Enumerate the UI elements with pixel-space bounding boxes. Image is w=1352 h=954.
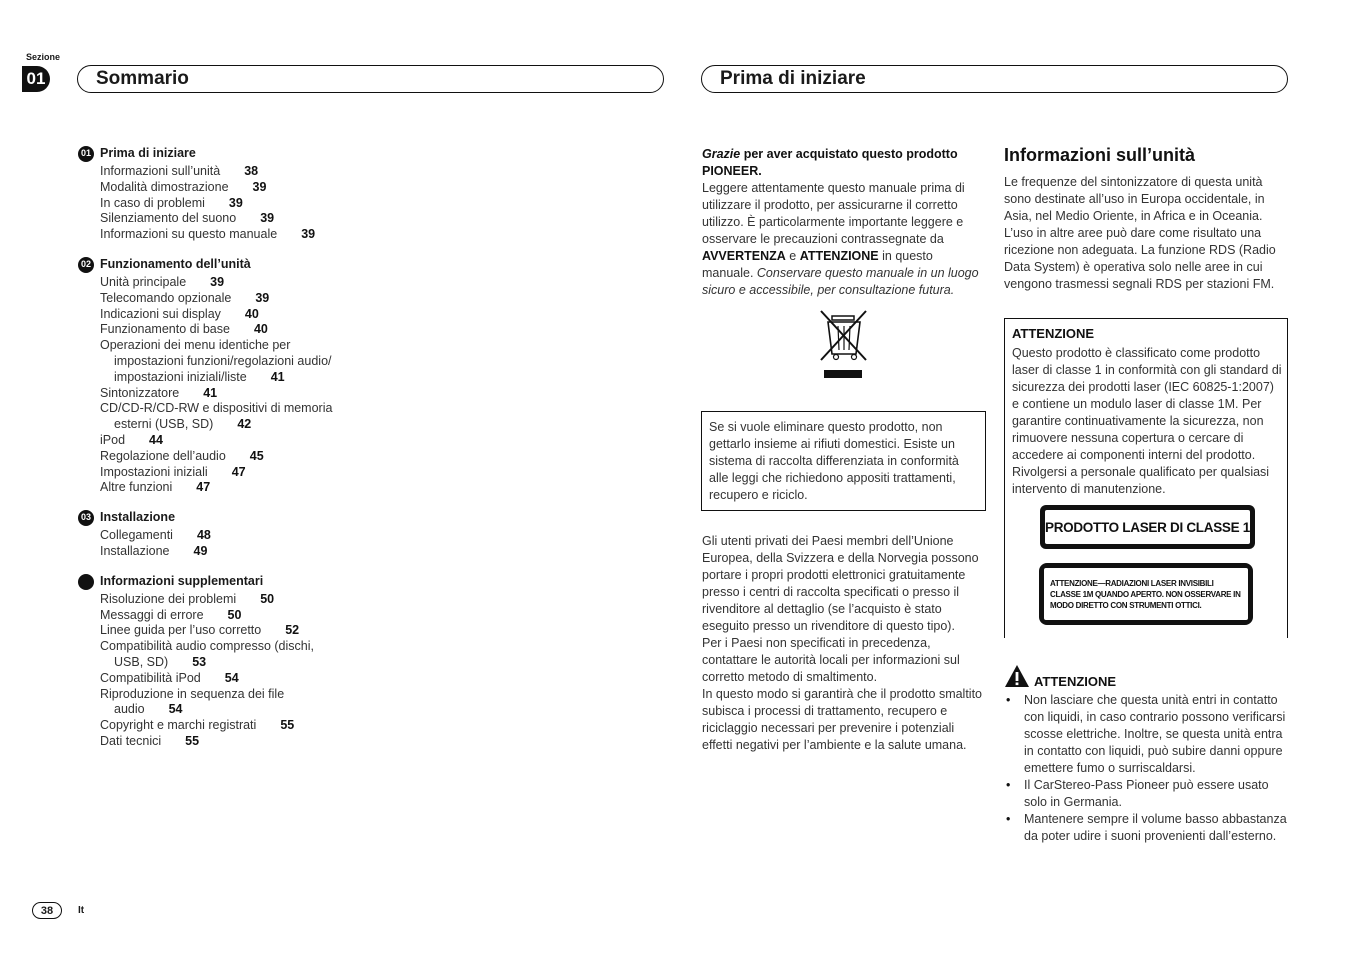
toc-entry-page: 39	[255, 290, 270, 305]
disposal-text-block	[702, 533, 986, 754]
toc-entry[interactable]	[100, 608, 378, 624]
section-number-dot: 02	[78, 257, 94, 273]
toc-entry-page: 54	[168, 702, 183, 717]
toc-entry-text: Compatibilità audio compresso (dischi,	[100, 639, 314, 654]
toc-entry-page: 49	[193, 543, 208, 558]
right-title-bar	[701, 65, 1288, 93]
toc-entry-text: Compatibilità iPod	[100, 670, 201, 685]
intro-block	[702, 146, 986, 299]
toc-entry[interactable]	[100, 433, 378, 449]
toc-entry[interactable]	[100, 528, 378, 544]
caution-bullet: • Mantenere sempre il volume basso abbastanza da poter udire i suoni provenienti dall’esterno.	[1004, 811, 1289, 845]
toc-entry-page: 45	[249, 448, 264, 463]
laser-class1-label	[1040, 505, 1255, 549]
warning-triangle-icon	[1004, 664, 1030, 688]
table-of-contents	[78, 146, 378, 764]
toc-entry-page: 39	[252, 179, 267, 194]
toc-entry-page: 39	[210, 274, 225, 289]
toc-entry[interactable]	[100, 386, 378, 402]
toc-entry[interactable]	[100, 322, 378, 338]
toc-entry[interactable]	[100, 639, 378, 671]
toc-entry-text: Informazioni su questo manuale	[100, 227, 278, 242]
toc-entry-text: Operazioni dei menu identiche per	[100, 338, 291, 353]
disposal-paragraph: In questo modo si garantirà che il prodotto smaltito subisca i processi di trattamento, recupero e riciclaggio necessari per prevenire i potenziali effetti negativi per l’ambiente e la salute umana.	[702, 687, 983, 752]
toc-entry-text: Funzionamento di base	[100, 322, 230, 337]
toc-entry-page: 50	[227, 607, 242, 622]
toc-entry-page: 39	[260, 211, 275, 226]
toc-entry-text: Telecomando opzionale	[100, 290, 232, 305]
toc-entry[interactable]	[100, 164, 378, 180]
disposal-paragraph: Gli utenti privati dei Paesi membri dell’Unione Europea, della Svizzera e della Norvegia possono portare i propri prodotti elettronici gratuitamente presso i centri di raccolta specificati o presso il rivenditore al dettaglio (se l’acquisto è stato eseguito presso un rivenditore di questo tipo).	[702, 534, 979, 633]
toc-entry-page: 52	[285, 623, 300, 638]
toc-section-heading[interactable]	[78, 257, 378, 273]
left-title-bar	[77, 65, 664, 93]
toc-entry-continuation: esterni (USB, SD) 42	[114, 417, 252, 432]
toc-entry-continuation: USB, SD) 53	[114, 654, 207, 669]
section-number-dot	[78, 574, 94, 590]
disposal-notice-text: Se si vuole eliminare questo prodotto, non gettarlo insieme ai rifiuti domestici. Esiste un sistema di raccolta differenziata in conformità alle leggi che richiedono appositi trattamenti, recupero e riciclo.	[709, 420, 959, 502]
laser-class1-text: PRODOTTO LASER DI CLASSE 1	[1045, 510, 1250, 544]
toc-entry-page: 44	[149, 432, 163, 447]
right-page-title: Prima di iniziare	[720, 68, 866, 89]
toc-entry[interactable]	[100, 718, 378, 734]
toc-section-title: Installazione	[100, 510, 176, 525]
section-number-badge: 01	[22, 66, 50, 92]
toc-section-title: Funzionamento dell’unità	[100, 257, 251, 272]
toc-section-title: Prima di iniziare	[100, 146, 196, 161]
toc-entry[interactable]	[100, 211, 378, 227]
intro-paragraph: Leggere attentamente questo manuale prima di utilizzare il prodotto, per assicurarne il corretto utilizzo. È particolarmente importante leggere e osservare le precauzioni contrassegnate da AVVERTENZA e ATTENZIONE in questo manuale. Conservare questo manuale in un luogo sicuro e accessibile, per consultazione futura.	[702, 181, 979, 297]
toc-entry-continuation: impostazioni funzioni/regolazioni audio/	[114, 353, 332, 368]
thanks-text: per aver acquistato questo prodotto PIONEER.	[702, 147, 958, 178]
toc-entry-page: 47	[196, 480, 211, 495]
toc-section	[78, 146, 378, 243]
left-page-title: Sommario	[96, 68, 189, 89]
toc-entry-page: 39	[301, 227, 316, 242]
toc-entry-text: Copyright e marchi registrati	[100, 718, 257, 733]
toc-entry[interactable]	[100, 291, 378, 307]
toc-section-heading[interactable]	[78, 510, 378, 526]
toc-entry[interactable]	[100, 449, 378, 465]
toc-section	[78, 510, 378, 560]
toc-entry-text: Altre funzioni	[100, 480, 173, 495]
toc-entry-text: Unità principale	[100, 274, 187, 289]
toc-entry-page: 55	[185, 733, 200, 748]
caution-bullet: • Il CarStereo-Pass Pioneer può essere usato solo in Germania.	[1004, 777, 1289, 811]
toc-entry-text: Risoluzione dei problemi	[100, 591, 237, 606]
toc-entry[interactable]	[100, 623, 378, 639]
toc-entry-page: 38	[244, 164, 259, 178]
toc-entry[interactable]	[100, 275, 378, 291]
toc-section-title: Informazioni supplementari	[100, 573, 264, 588]
page-number: 38	[32, 902, 62, 919]
toc-entry-text: Informazioni sull’unità	[100, 164, 221, 178]
toc-entry-page: 54	[224, 670, 239, 685]
toc-entry[interactable]	[100, 480, 378, 496]
toc-entry-text: In caso di problemi	[100, 195, 205, 210]
toc-entry-page: 42	[237, 417, 252, 432]
toc-entry[interactable]	[100, 227, 378, 243]
toc-entry-continuation: impostazioni iniziali/liste 41	[114, 369, 285, 384]
language-code: It	[78, 905, 85, 916]
toc-section	[78, 257, 378, 496]
disposal-notice-box	[701, 411, 986, 511]
toc-entry-text: CD/CD-R/CD-RW e dispositivi di memoria	[100, 401, 333, 416]
caution-block	[1004, 692, 1289, 845]
toc-entry-page: 41	[203, 385, 218, 400]
laser-class1m-text: ATTENZIONE—RADIAZIONI LASER INVISIBILI CLASSE 1M QUANDO APERTO. NON OSSERVARE IN MODO DIRETTO CON STRUMENTI OTTICI.	[1044, 568, 1248, 620]
toc-entry-text: Regolazione dell’audio	[100, 448, 226, 463]
toc-entry-text: Messaggi di errore	[100, 607, 204, 622]
laser-class1m-label	[1039, 563, 1253, 625]
toc-entry[interactable]	[100, 734, 378, 750]
thanks-italic: Grazie	[702, 147, 741, 161]
toc-entry[interactable]	[100, 180, 378, 196]
toc-entry-text: Sintonizzatore	[100, 385, 180, 400]
toc-entry-text: Dati tecnici	[100, 733, 162, 748]
toc-entry[interactable]	[100, 544, 378, 560]
toc-entry[interactable]	[100, 671, 378, 687]
laser-caution-text: Questo prodotto è classificato come prodotto laser di classe 1 in conformità con gli standard di sicurezza dei prodotti laser (IEC 60825-1:2007) e contiene un modulo laser di classe 1M. Per garantire continuativamente la sicurezza, non rimuovere nessuna copertura o cercare di accedere ai componenti interni del prodotto. Rivolgersi a personale qualificato per qualsiasi intervento di manutenzione.	[1012, 346, 1282, 496]
laser-caution-box	[1004, 318, 1288, 638]
crossed-out-bin-icon	[818, 308, 870, 380]
toc-section-heading[interactable]	[78, 146, 378, 162]
info-heading: Informazioni sull’unità	[1004, 145, 1196, 165]
toc-entry-text: Linee guida per l’uso corretto	[100, 623, 262, 638]
toc-entry-page: 40	[253, 322, 268, 337]
caution-bullet: • Non lasciare che questa unità entri in contatto con liquidi, in caso contrario possono verificarsi scosse elettriche. Inoltre, se questa unità entra in contatto con liquidi, può subire danni oppure emettere fumo o surriscaldarsi.	[1004, 692, 1289, 777]
toc-entry-text: Riproduzione in sequenza dei file	[100, 686, 285, 701]
caution-list	[1004, 692, 1289, 845]
toc-entry[interactable]	[100, 687, 378, 719]
toc-entry[interactable]	[100, 592, 378, 608]
toc-entry-text: Modalità dimostrazione	[100, 179, 229, 194]
toc-section	[78, 574, 378, 750]
section-number-dot: 03	[78, 510, 94, 526]
toc-entry-text: Collegamenti	[100, 528, 173, 543]
section-label: Sezione	[26, 52, 61, 62]
info-paragraph: Le frequenze del sintonizzatore di questa unità sono destinate all’uso in Europa occidentale, in Asia, nel Medio Oriente, in Africa e in Oceania. L’uso in altre aree può dare come risultato una ricezione non adeguata. La funzione RDS (Radio Data System) è operativa solo nelle aree in cui vengono trasmessi segnali RDS per stazioni FM.	[1004, 175, 1276, 291]
intro-thanks	[702, 146, 986, 180]
toc-entry-page: 53	[192, 654, 207, 669]
caution-title: ATTENZIONE	[1034, 674, 1117, 689]
toc-entry-page: 55	[280, 718, 295, 733]
toc-entry[interactable]	[100, 338, 378, 385]
toc-entry-text: Impostazioni iniziali	[100, 464, 208, 479]
toc-entry[interactable]	[100, 401, 378, 433]
toc-entry-text: Installazione	[100, 543, 170, 558]
disposal-paragraph: Per i Paesi non specificati in precedenza, contattare le autorità locali per informazioni sul corretto metodo di smaltimento.	[702, 636, 960, 684]
toc-entry[interactable]	[100, 196, 378, 212]
toc-entry[interactable]	[100, 307, 378, 323]
toc-entry-page: 39	[228, 195, 243, 210]
toc-entry-page: 40	[244, 306, 259, 321]
toc-entry[interactable]	[100, 465, 378, 481]
toc-entry-page: 47	[231, 464, 246, 479]
toc-section-heading[interactable]	[78, 574, 378, 590]
toc-entry-page: 48	[196, 528, 211, 543]
section-number-dot: 01	[78, 146, 94, 162]
toc-entry-text: Indicazioni sui display	[100, 306, 221, 321]
toc-entry-text: Silenziamento del suono	[100, 211, 237, 226]
toc-entry-text: iPod	[100, 432, 126, 447]
toc-entry-page: 41	[270, 369, 285, 384]
toc-entry-page: 50	[260, 591, 275, 606]
laser-caution-title: ATTENZIONE	[1012, 326, 1095, 341]
toc-entry-continuation: audio 54	[114, 702, 183, 717]
